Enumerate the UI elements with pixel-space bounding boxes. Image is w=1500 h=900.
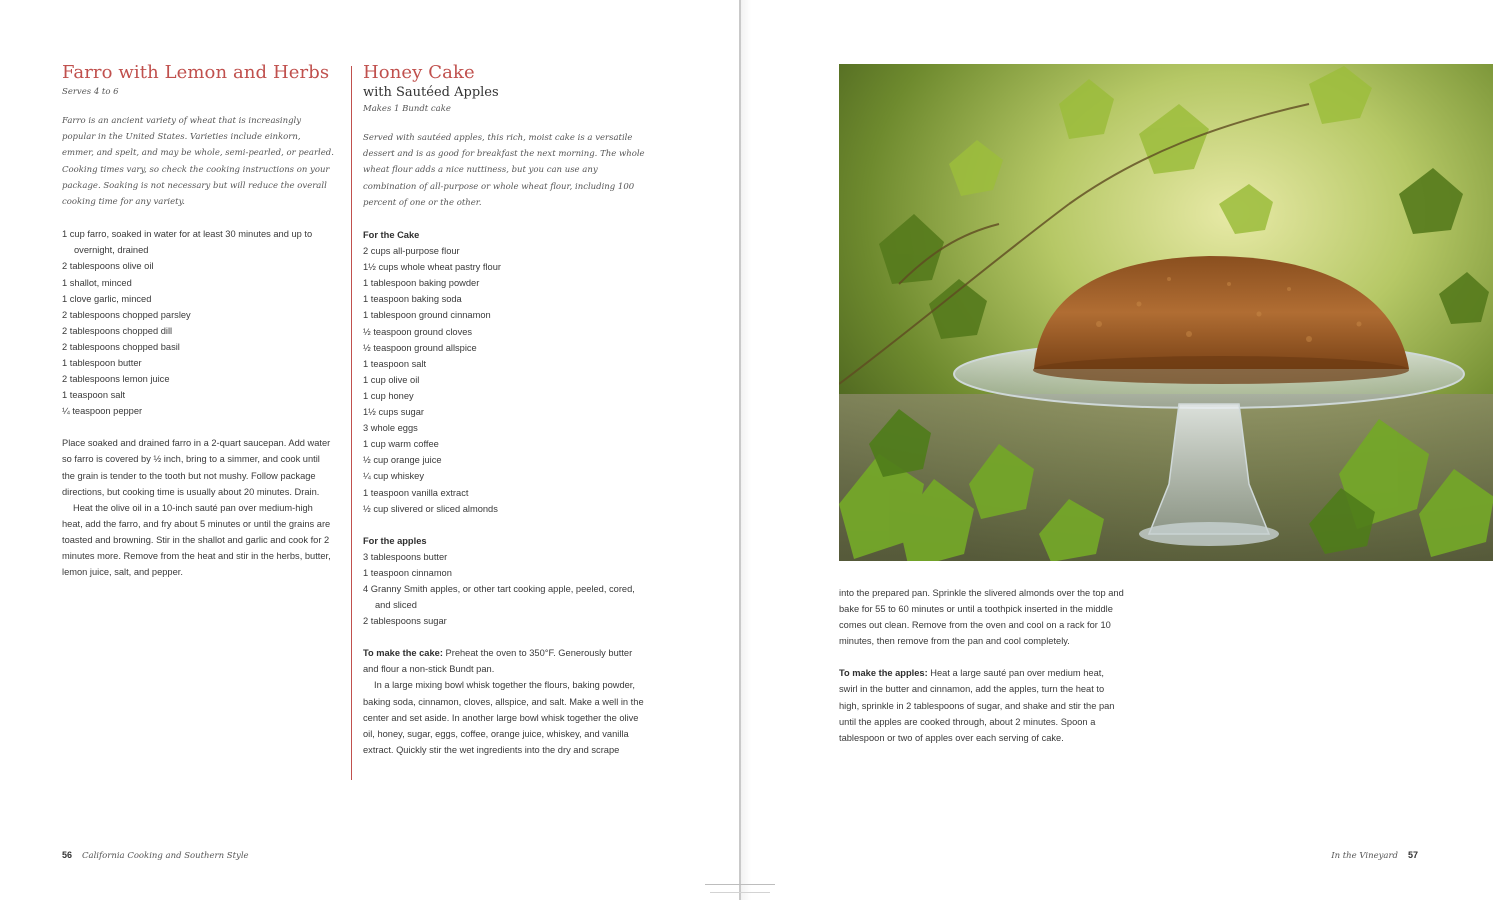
ingredient-item: 1 cup warm coffee: [363, 439, 439, 450]
ingredient-list: [363, 549, 648, 629]
page-number: 56: [62, 850, 73, 860]
method-paragraph: [363, 645, 648, 677]
ingredient-subheading: For the Cake: [363, 230, 420, 241]
recipe-continued: [839, 585, 1124, 746]
method-paragraph: Place soaked and drained farro in a 2-quart saucepan. Add water so farro is covered by ½ inch, bring to a simmer, and cook until the grain is tender to the tooth but not mushy. Follow package directions, but cooking time is usually about 20 minutes. Drain.: [62, 438, 331, 497]
ingredient-item: ½ cup slivered or sliced almonds: [363, 503, 498, 514]
page-number: 57: [1407, 850, 1418, 860]
ingredient-item: 1 teaspoon vanilla extract: [363, 487, 469, 498]
ingredient-item: 4 Granny Smith apples, or other tart cooking apple, peeled, cored, and sliced: [363, 583, 635, 611]
ingredient-item: 1 cup honey: [363, 390, 414, 401]
ingredient-item: ½ teaspoon ground cloves: [363, 326, 473, 337]
crop-mark: [710, 892, 770, 893]
recipe-intro: Served with sautéed apples, this rich, moist cake is a versatile dessert and is as good for breakfast the next morning. The whole wheat flour adds a nice nuttiness, but you can use any combination of all-purpose or whole wheat flour, including 100 percent of one or the other.: [363, 133, 645, 208]
folio-left: [62, 849, 249, 862]
ingredient-item: 1 shallot, minced: [62, 277, 132, 288]
method-paragraph: into the prepared pan. Sprinkle the slivered almonds over the top and bake for 55 to 60 minutes or until a toothpick inserted in the middle comes out clean. Remove from the oven and cool on a rack for 10 minutes, then remove from the pan and cool completely.: [839, 588, 1124, 647]
ingredient-item: 2 tablespoons olive oil: [62, 261, 154, 272]
recipe-farro: [62, 62, 334, 580]
method-text: Preheat the oven to 350°F. Generously butter and flour a non-stick Bundt pan.: [363, 648, 633, 675]
ingredient-item: ¼ cup whiskey: [363, 471, 424, 482]
recipe-intro: Farro is an ancient variety of wheat that is increasingly popular in the United States. Varieties include einkorn, emmer, and spelt, and may be whole, semi-pearled, or pearled. Cooking times vary, so check the cooking instructions on your package. Soaking is not necessary but will reduce the overall cooking time for any variety.: [62, 116, 334, 208]
ingredient-item: 3 tablespoons butter: [363, 551, 448, 562]
ingredient-item: 1 tablespoon butter: [62, 357, 142, 368]
ingredient-item: 1 clove garlic, minced: [62, 293, 152, 304]
ingredient-item: 2 tablespoons lemon juice: [62, 374, 170, 385]
gutter-shadow: [741, 0, 751, 900]
ingredient-item: ½ teaspoon ground allspice: [363, 342, 477, 353]
ingredient-list: [62, 226, 334, 419]
recipe-yield: Serves 4 to 6: [62, 87, 119, 97]
ingredient-item: 2 cups all-purpose flour: [363, 246, 460, 257]
ingredient-item: 1½ cups sugar: [363, 407, 424, 418]
running-head: California Cooking and Southern Style: [82, 851, 249, 861]
recipe-yield: Makes 1 Bundt cake: [363, 104, 451, 114]
ingredient-item: 1 cup farro, soaked in water for at least 30 minutes and up to overnight, drained: [62, 229, 313, 256]
recipe-title: Farro with Lemon and Herbs: [62, 62, 330, 83]
running-head: In the Vineyard: [1331, 851, 1398, 861]
method-paragraph: Heat the olive oil in a 10-inch sauté pan over medium-high heat, add the farro, and fry about 5 minutes or until the grains are toasted and browning. Stir in the shallot and garlic and cook for 2 minutes more. Remove from the heat and stir in the herbs, butter, lemon juice, salt, and pepper.: [62, 502, 331, 578]
ingredient-item: 1 tablespoon baking powder: [363, 278, 480, 289]
ingredient-list: [363, 243, 648, 517]
ingredient-item: 2 tablespoons sugar: [363, 616, 447, 627]
ingredient-subheading: For the apples: [363, 535, 427, 546]
ingredient-item: 1½ cups whole wheat pastry flour: [363, 262, 501, 273]
honey-cake-photo: [839, 64, 1493, 561]
method-lead: To make the cake:: [363, 648, 443, 659]
ingredient-item: 1 teaspoon cinnamon: [363, 567, 452, 578]
ingredient-item: 1 cup olive oil: [363, 374, 420, 385]
recipe-title: Honey Cake: [363, 62, 475, 83]
ingredient-item: ¼ teaspoon pepper: [62, 406, 143, 417]
method-text: Heat a large sauté pan over medium heat, swirl in the butter and cinnamon, add the apples, turn the heat to high, sprinkle in 2 tablespoons of sugar, and shake and stir the pan until the apples are cooked through, about 2 minutes. Spoon a tablespoon or two of apples over each serving of cake.: [839, 668, 1115, 743]
ingredient-item: 1 teaspoon baking soda: [363, 294, 462, 305]
column-rule: [351, 66, 352, 780]
ingredient-item: 2 tablespoons chopped parsley: [62, 309, 191, 320]
ingredient-item: ½ cup orange juice: [363, 455, 442, 466]
recipe-subtitle: with Sautéed Apples: [363, 85, 499, 100]
ingredient-item: 1 teaspoon salt: [363, 358, 427, 369]
ingredient-item: 1 tablespoon ground cinnamon: [363, 310, 491, 321]
method-paragraph: In a large mixing bowl whisk together the flours, baking powder, baking soda, cinnamon, cloves, allspice, and salt. Make a well in the center and set aside. In another large bowl whisk together the olive oil, honey, sugar, eggs, coffee, orange juice, whiskey, and vanilla extract. Quickly stir the wet ingredients into the dry and scrape: [363, 680, 644, 755]
method-lead: To make the apples:: [839, 668, 928, 679]
ingredient-item: 2 tablespoons chopped basil: [62, 341, 180, 352]
ingredient-item: 1 teaspoon salt: [62, 390, 126, 401]
folio-right: [1331, 849, 1418, 862]
recipe-honey-cake: [363, 62, 648, 758]
ingredient-item: 3 whole eggs: [363, 423, 418, 434]
ingredient-item: 2 tablespoons chopped dill: [62, 325, 173, 336]
method-paragraph: [839, 665, 1124, 745]
crop-mark: [705, 884, 775, 885]
